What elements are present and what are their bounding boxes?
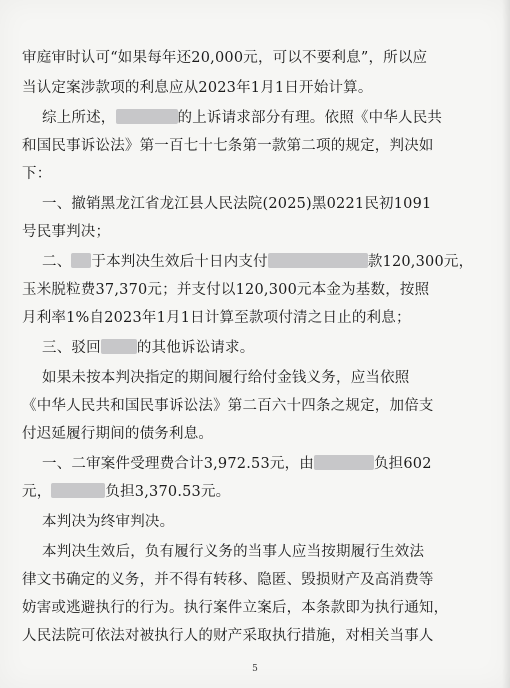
text-segment: 元， xyxy=(22,484,52,500)
text-line xyxy=(0,136,510,156)
redacted-name-block xyxy=(314,455,374,470)
text-line xyxy=(0,164,510,184)
text-segment: 于本判决生效后十日内支付 xyxy=(91,254,268,270)
redacted-name-block xyxy=(116,109,178,124)
text-line xyxy=(0,598,510,618)
text-segment: 负担3,370.53元。 xyxy=(105,484,231,500)
text-line xyxy=(0,48,510,68)
text-segment: 的其他诉讼请求。 xyxy=(136,340,255,356)
text-line xyxy=(0,222,510,242)
redacted-name-block xyxy=(71,253,91,268)
text-segment: 负担602 xyxy=(373,456,432,472)
text-line xyxy=(0,280,510,300)
text-line xyxy=(0,194,510,214)
text-segment: 综上所述， xyxy=(42,110,116,126)
text-line xyxy=(0,308,510,328)
text-line xyxy=(0,252,510,272)
text-segment: 玉米脱粒费37,370元；并支付以120,300元本金为基数，按照 xyxy=(22,282,430,298)
text-line xyxy=(0,454,510,474)
text-segment: 号民事判决； xyxy=(22,224,111,240)
text-segment: 当认定案涉款项的利息应从2023年1月1日开始计算。 xyxy=(22,80,373,96)
text-segment: 的上诉请求部分有理。依照《中华人民共 xyxy=(177,110,443,126)
text-segment: 款120,300元， xyxy=(367,254,474,270)
text-line xyxy=(0,570,510,590)
text-segment: 付迟延履行期间的债务利息。 xyxy=(22,426,214,442)
text-line xyxy=(0,424,510,444)
text-line xyxy=(0,78,510,98)
text-segment: 月利率1%自2023年1月1日计算至款项付清之日止的利息； xyxy=(22,310,411,326)
text-line xyxy=(0,108,510,128)
text-segment: 审庭审时认可“如果每年还20,000元，可以不要利息”，所以应 xyxy=(22,50,428,66)
text-segment: 律文书确定的义务，并不得有转移、隐匿、毁损财产及高消费等 xyxy=(22,572,434,588)
text-line xyxy=(0,338,510,358)
text-line xyxy=(0,368,510,388)
text-segment: 下： xyxy=(22,166,52,182)
text-segment: 人民法院可依法对被执行人的财产采取执行措施，对相关当事人 xyxy=(22,628,434,644)
text-segment: 和国民事诉讼法》第一百七十七条第一款第二项的规定，判决如 xyxy=(22,138,434,154)
text-segment: 一、撤销黑龙江省龙江县人民法院(2025)黑0221民初1091 xyxy=(42,196,432,212)
page-number: 5 xyxy=(252,664,258,674)
redacted-name-block xyxy=(101,339,137,354)
redacted-name-block xyxy=(268,253,368,268)
text-segment: 本判决生效后，负有履行义务的当事人应当按期履行生效法 xyxy=(42,544,425,560)
text-line xyxy=(0,512,510,532)
text-line xyxy=(0,626,510,646)
text-segment: 本判决为终审判决。 xyxy=(42,514,175,530)
text-line xyxy=(0,396,510,416)
text-segment: 二、 xyxy=(42,254,72,270)
redacted-name-block xyxy=(51,483,105,498)
text-segment: 三、驳回 xyxy=(42,340,101,356)
text-line xyxy=(0,542,510,562)
text-line xyxy=(0,482,510,502)
text-segment: 如果未按本判决指定的期间履行给付金钱义务，应当依照 xyxy=(42,370,410,386)
text-segment: 一、二审案件受理费合计3,972.53元，由 xyxy=(42,456,314,472)
text-segment: 《中华人民共和国民事诉讼法》第二百六十四条之规定，加倍支 xyxy=(22,398,434,414)
text-segment: 妨害或逃避执行的行为。执行案件立案后，本条款即为执行通知， xyxy=(22,600,449,616)
